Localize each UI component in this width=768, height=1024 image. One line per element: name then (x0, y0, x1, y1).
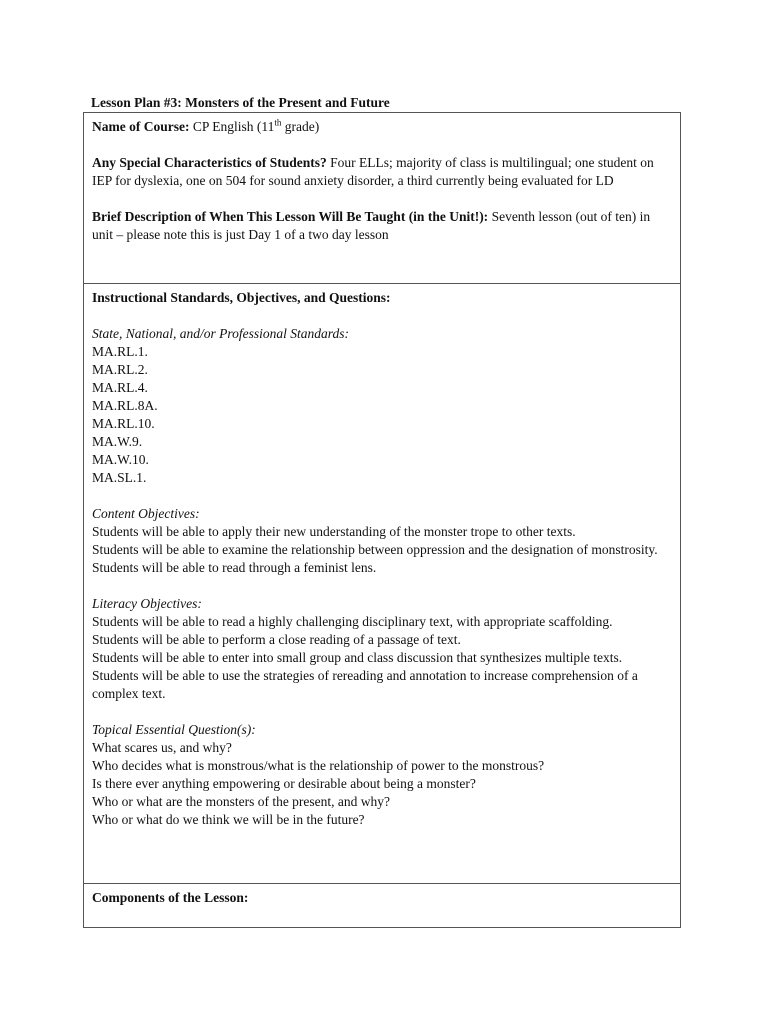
standard-item: MA.W.10. (92, 452, 149, 467)
students-label: Any Special Characteristics of Students? (92, 155, 327, 170)
standard-item: MA.SL.1. (92, 470, 147, 485)
literacy-objective: Students will be able to enter into small group and class discussion that synthesizes multiple texts. (92, 650, 623, 665)
course-value-sup: th (274, 117, 282, 128)
content-objective: Students will be able to read through a feminist lens. (92, 560, 377, 575)
content-objective: Students will be able to examine the relationship between oppression and the designation of monstrosity. (92, 542, 658, 557)
course-value-suffix: grade) (281, 119, 320, 134)
essential-question: Is there ever anything empowering or desirable about being a monster? (92, 776, 476, 791)
timing-label: Brief Description of When This Lesson Will Be Taught (in the Unit!): (92, 209, 489, 224)
literacy-objectives-label: Literacy Objectives: (92, 596, 202, 611)
content-objectives-label: Content Objectives: (92, 506, 200, 521)
essential-questions-label: Topical Essential Question(s): (92, 722, 256, 737)
essential-question: What scares us, and why? (92, 740, 232, 755)
essential-question: Who or what do we think we will be in the future? (92, 812, 365, 827)
students-line (92, 154, 672, 190)
course-value-prefix: CP English (11 (192, 119, 275, 134)
course-line (92, 118, 672, 136)
standard-item: MA.RL.1. (92, 344, 148, 359)
literacy-objective: Students will be able to perform a close reading of a passage of text. (92, 632, 461, 647)
standards-label: State, National, and/or Professional Standards: (92, 326, 350, 341)
standard-item: MA.RL.4. (92, 380, 148, 395)
components-heading: Components of the Lesson: (92, 890, 249, 905)
course-label: Name of Course: (92, 119, 190, 134)
standard-item: MA.RL.2. (92, 362, 148, 377)
timing-value: Seventh lesson (out of ten) in unit – please note this is just Day 1 of a two day lesson (92, 209, 651, 242)
standard-item: MA.RL.8A. (92, 398, 158, 413)
standards-heading: Instructional Standards, Objectives, and Questions: (92, 290, 391, 305)
essential-question: Who or what are the monsters of the present, and why? (92, 794, 391, 809)
timing-line (92, 208, 672, 244)
page-title: Lesson Plan #3: Monsters of the Present and Future (91, 95, 390, 110)
course-info-cell (84, 113, 680, 284)
standards-cell (84, 284, 680, 884)
standard-item: MA.RL.10. (92, 416, 155, 431)
essential-question: Who decides what is monstrous/what is the relationship of power to the monstrous? (92, 758, 545, 773)
standard-item: MA.W.9. (92, 434, 143, 449)
components-cell (84, 884, 680, 927)
students-value: Four ELLs; majority of class is multilingual; one student on IEP for dyslexia, one on 504 for sound anxiety disorder, a third currently being evaluated for LD (92, 155, 654, 188)
literacy-objective: Students will be able to use the strategies of rereading and annotation to increase comprehension of a complex text. (92, 668, 638, 701)
lesson-plan-table (83, 112, 681, 928)
content-objective: Students will be able to apply their new understanding of the monster trope to other texts. (92, 524, 576, 539)
literacy-objective: Students will be able to read a highly challenging disciplinary text, with appropriate scaffolding. (92, 614, 613, 629)
